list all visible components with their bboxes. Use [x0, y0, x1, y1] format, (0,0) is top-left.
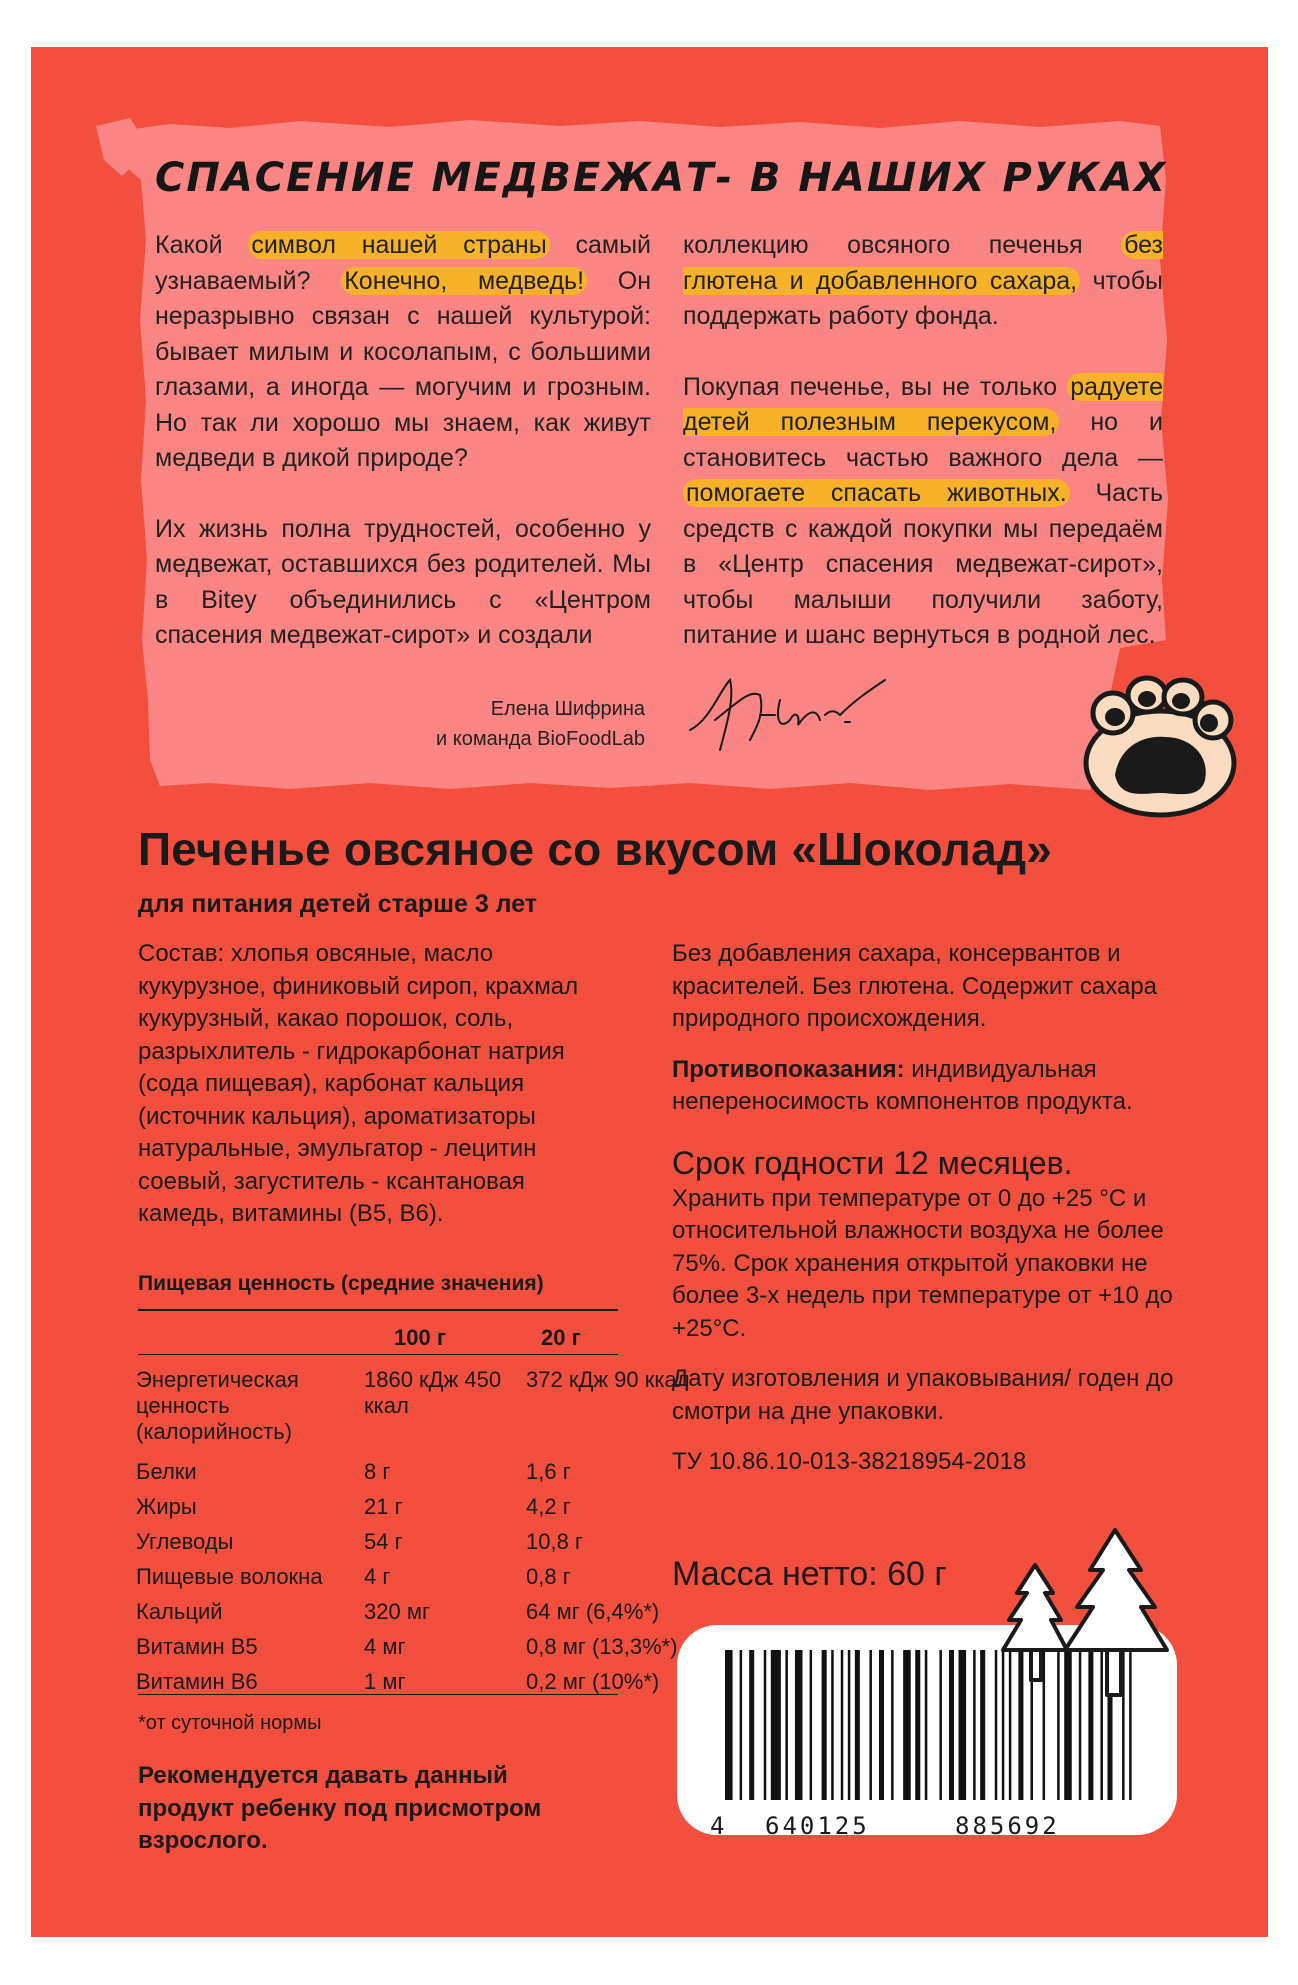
- shelf-life-title: Срок годности 12 месяцев.: [672, 1144, 1073, 1181]
- table-row: Белки 8 г 1,6 г: [136, 1459, 571, 1484]
- nutrition-header-row: 100 г 20 г: [394, 1325, 581, 1350]
- table-row: Кальций 320 мг 64 мг (6,4%*): [136, 1599, 660, 1624]
- barcode-bar: [973, 1650, 976, 1800]
- table-row: Углеводы 54 г 10,8 г: [136, 1529, 583, 1554]
- barcode-bar: [749, 1650, 754, 1800]
- table-row: Энергетическая ценность (калорийность) 1860 кДж 450 ккал 372 кДж 90 ккал: [136, 1367, 690, 1444]
- story-paragraph-3: коллекцию овсяного печенья без глютена и добавленного сахара, чтобы поддержать работу фонда.: [683, 231, 1163, 330]
- supervision-warning: Рекомендуется давать данный продукт ребенку под присмотром взрослого.: [138, 1762, 542, 1854]
- barcode-bar: [795, 1650, 803, 1800]
- table-row: Пищевые волокна 4 г 0,8 г: [136, 1564, 571, 1589]
- product-details: [672, 938, 1192, 1497]
- divider: [138, 1309, 618, 1311]
- signature-text: Елена Шифрина и команда BioFoodLab: [436, 698, 645, 750]
- storage-conditions: Хранить при температуре от 0 до +25 °С и относительной влажности воздуха не более 75%. Срок хранения открытой упаковки не более 3-х недель при температуре от +10 до +25°С.: [672, 1184, 1173, 1342]
- composition: Состав: хлопья овсяные, масло кукурузное, финиковый сироп, крахмал кукурузный, какао порошок, соль, разрыхлитель - гидрокарбонат натрия (сода пищевая), карбонат кальция (источник кальция), ароматизаторы натуральные, эмульгатор - лецитин соевый, загуститель - ксантановая камедь, витамины (B5, B6).: [138, 940, 579, 1227]
- highlight: помогаете спасать животных.: [683, 479, 1070, 507]
- highlight: радуете детей полезным перекусом,: [683, 372, 1163, 436]
- table-row: Витамин В6 1 мг 0,2 мг (10%*): [136, 1669, 660, 1694]
- barcode-bar: [925, 1650, 928, 1800]
- barcode-bar: [740, 1650, 743, 1800]
- barcode-bar: [949, 1650, 954, 1800]
- story-paragraph-1: Какой символ нашей страны самый узнаваемый? Конечно, медведь! Он неразрывно связан с нашей культурой: бывает милым и косолапым, с большими глазами, а иногда — могучим и грозным. Но так ли хорошо мы знаем, как живут медведи в дикой природе?: [155, 231, 652, 472]
- barcode-digits-left: 640125: [765, 1812, 870, 1840]
- tu-code: ТУ 10.86.10-013-38218954-2018: [672, 1448, 1027, 1475]
- table-row: Жиры 21 г 4,2 г: [136, 1494, 571, 1519]
- footnote: *от суточной нормы: [138, 1712, 322, 1734]
- product-subtitle: для питания детей старше 3 лет: [138, 890, 538, 918]
- barcode-bar: [841, 1650, 844, 1800]
- table-row: Витамин В5 4 мг 0,8 мг (13,3%*): [136, 1634, 678, 1659]
- barcode-bar: [822, 1650, 827, 1800]
- barcode-bar: [939, 1650, 942, 1800]
- pine-trees-icon: [995, 1515, 1225, 1745]
- story-left-column: [155, 228, 651, 689]
- barcode-bar: [855, 1650, 860, 1800]
- story-title: СПАСЕНИЕ МЕДВЕЖАТ- В НАШИХ РУКАХ: [155, 155, 1168, 201]
- date-info: Дату изготовления и упаковывания/ годен до смотри на дне упаковки.: [672, 1365, 1174, 1425]
- barcode-bar: [915, 1650, 920, 1800]
- handwritten-signature: [680, 660, 910, 760]
- barcode-bar: [810, 1650, 813, 1800]
- nutrition-title: Пищевая ценность (средние значения): [138, 1272, 544, 1295]
- highlight: без глютена и добавленного сахара,: [683, 231, 1163, 295]
- barcode-digits-right: 885692: [955, 1812, 1060, 1840]
- barcode-bar: [903, 1650, 911, 1800]
- nutrition-table: [136, 1325, 701, 1704]
- barcode-digit-first: 4: [710, 1812, 728, 1840]
- story-paragraph-4: Покупая печенье, вы не только радуете детей полезным перекусом, но и становитесь частью важного дела — помогаете спасать животных. Часть средств с каждой покупки мы передаём в «Центр спасения медвежат-сирот», чтобы малыши получили заботу, питание и шанс вернуться в родной лес.: [683, 372, 1163, 649]
- barcode-bar: [785, 1650, 788, 1800]
- barcode-bar: [879, 1650, 884, 1800]
- barcode-bar: [764, 1650, 767, 1800]
- highlight: Конечно, медведь!: [341, 267, 587, 295]
- barcode-bar: [831, 1650, 834, 1800]
- story-paragraph-2: Их жизнь полна трудностей, особенно у медвежат, оставшихся без родителей. Мы в Bitey объединились с «Центром спасения медвежат-сирот» и создали: [155, 514, 651, 649]
- story-right-column: [683, 228, 1163, 689]
- barcode-bar: [869, 1650, 872, 1800]
- barcode-bar: [848, 1650, 851, 1800]
- contraindications: Противопоказания: индивидуальная непереносимость компонентов продукта.: [672, 1055, 1133, 1115]
- barcode-bar: [959, 1650, 967, 1800]
- barcode-bar: [771, 1650, 781, 1800]
- product-name: Печенье овсяное со вкусом «Шоколад»: [138, 823, 1053, 875]
- bear-paw-icon: [1075, 675, 1245, 825]
- no-additives-text: Без добавления сахара, консервантов и красителей. Без глютена. Содержит сахара природного происхождения.: [672, 940, 1158, 1032]
- highlight: символ нашей страны: [248, 231, 549, 259]
- divider: [138, 1694, 618, 1695]
- barcode-bar: [891, 1650, 894, 1800]
- barcode-bar: [980, 1650, 985, 1800]
- net-mass: Масса нетто: 60 г: [672, 1555, 947, 1593]
- barcode-bar: [725, 1650, 733, 1800]
